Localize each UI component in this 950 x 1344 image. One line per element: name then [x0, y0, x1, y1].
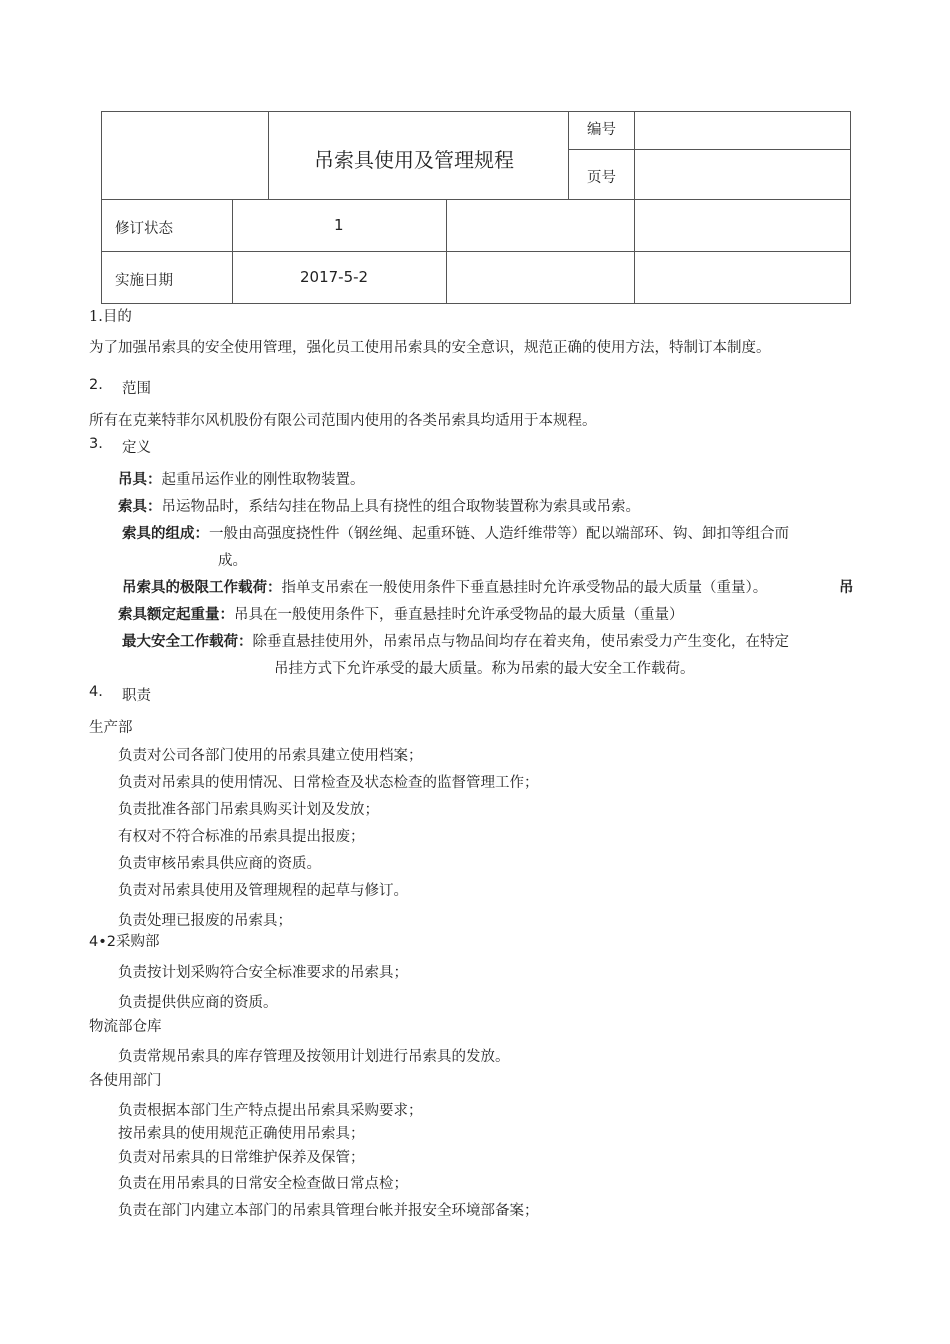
- list-item: 负责在部门内建立本部门的吊索具管理台帐并报安全环境部备案；: [118, 1203, 539, 1219]
- definition-3-text-cont: 成。: [218, 553, 247, 569]
- date-extra-cell-2: [634, 251, 851, 304]
- section-2-heading: 范围: [122, 381, 151, 397]
- definition-2-term: 索具：: [118, 499, 162, 515]
- date-extra-cell-1: [446, 251, 635, 304]
- list-item: 负责提供供应商的资质。: [118, 995, 278, 1011]
- purchase-dept-title: [89, 930, 160, 951]
- production-dept-title: 生产部: [89, 720, 133, 736]
- list-item: 负责对吊索具使用及管理规程的起草与修订。: [118, 883, 408, 899]
- definition-6-term: 最大安全工作载荷：: [122, 634, 253, 650]
- definition-6-text-cont: 吊挂方式下允许承受的最大质量。称为吊索的最大安全工作载荷。: [274, 661, 695, 677]
- definition-4-text: 指单支吊索在一般使用条件下垂直悬挂时允许承受物品的最大质量（重量）。: [281, 580, 768, 596]
- definition-5-term-prefix: 吊: [839, 580, 854, 596]
- list-item: 按吊索具的使用规范正确使用吊索具；: [118, 1126, 365, 1142]
- purchase-dept-number: 4•2: [89, 934, 117, 950]
- code-label: 编号: [587, 122, 616, 138]
- page-value-cell: [634, 149, 851, 200]
- section-4-heading: 职责: [122, 688, 151, 704]
- definition-5-text: 吊具在一般使用条件下，垂直悬挂时允许承受物品的最大质量（重量）: [234, 607, 684, 623]
- definition-5: [118, 603, 684, 624]
- purchase-dept-label: 采购部: [116, 934, 160, 950]
- user-dept-title: 各使用部门: [89, 1073, 162, 1089]
- logo-cell: [101, 111, 269, 200]
- code-value-cell: [634, 111, 851, 150]
- list-item: 负责对公司各部门使用的吊索具建立使用档案；: [118, 748, 423, 764]
- section-2-text: 所有在克莱特菲尔风机股份有限公司范围内使用的各类吊索具均适用于本规程。: [89, 413, 597, 429]
- definition-6-text: 除垂直悬挂使用外，吊索吊点与物品间均存在着夹角，使吊索受力产生变化，在特定: [252, 634, 789, 650]
- list-item: 负责对吊索具的日常维护保养及保管；: [118, 1150, 365, 1166]
- section-1-text: 为了加强吊索具的安全使用管理，强化员工使用吊索具的安全意识，规范正确的使用方法，特制订本制度。: [89, 340, 771, 356]
- definition-1-text: 起重吊运作业的刚性取物装置。: [161, 472, 365, 488]
- document-title: 吊索具使用及管理规程: [314, 148, 514, 172]
- date-value: 2017-5-2: [300, 268, 369, 286]
- definition-4-term: 吊索具的极限工作载荷：: [122, 580, 282, 596]
- section-3-number: 3.: [89, 436, 103, 452]
- section-2-number: 2.: [89, 377, 103, 393]
- revision-value: 1: [334, 216, 344, 234]
- definition-3: [122, 522, 789, 543]
- list-item: 负责按计划采购符合安全标准要求的吊索具；: [118, 965, 408, 981]
- definition-3-text: 一般由高强度挠性件（钢丝绳、起重环链、人造纤维带等）配以端部环、钩、卸扣等组合而: [209, 526, 789, 542]
- definition-2: [118, 495, 640, 516]
- revision-extra-cell-2: [634, 199, 851, 252]
- list-item: 负责处理已报废的吊索具；: [118, 913, 292, 929]
- section-1-heading: 1.目的: [89, 309, 132, 325]
- definition-3-term: 索具的组成：: [122, 526, 209, 542]
- revision-extra-cell-1: [446, 199, 635, 252]
- date-label: 实施日期: [115, 273, 173, 289]
- list-item: 负责常规吊索具的库存管理及按领用计划进行吊索具的发放。: [118, 1049, 510, 1065]
- definition-4: [122, 576, 767, 597]
- definition-6: [122, 630, 789, 651]
- list-item: 负责审核吊索具供应商的资质。: [118, 856, 321, 872]
- section-3-heading: 定义: [122, 440, 151, 456]
- revision-label: 修订状态: [115, 221, 173, 237]
- warehouse-dept-title: 物流部仓库: [89, 1019, 162, 1035]
- definition-5-term: 索具额定起重量：: [118, 607, 234, 623]
- list-item: 有权对不符合标准的吊索具提出报废；: [118, 829, 365, 845]
- section-4-number: 4.: [89, 684, 103, 700]
- list-item: 负责根据本部门生产特点提出吊索具采购要求；: [118, 1103, 423, 1119]
- list-item: 负责对吊索具的使用情况、日常检查及状态检查的监督管理工作；: [118, 775, 539, 791]
- definition-2-text: 吊运物品时，系结勾挂在物品上具有挠性的组合取物装置称为索具或吊索。: [161, 499, 640, 515]
- definition-1: [118, 468, 365, 489]
- list-item: 负责批准各部门吊索具购买计划及发放；: [118, 802, 379, 818]
- definition-1-term: 吊具：: [118, 472, 162, 488]
- list-item: 负责在用吊索具的日常安全检查做日常点检；: [118, 1176, 408, 1192]
- page-label: 页号: [587, 170, 616, 186]
